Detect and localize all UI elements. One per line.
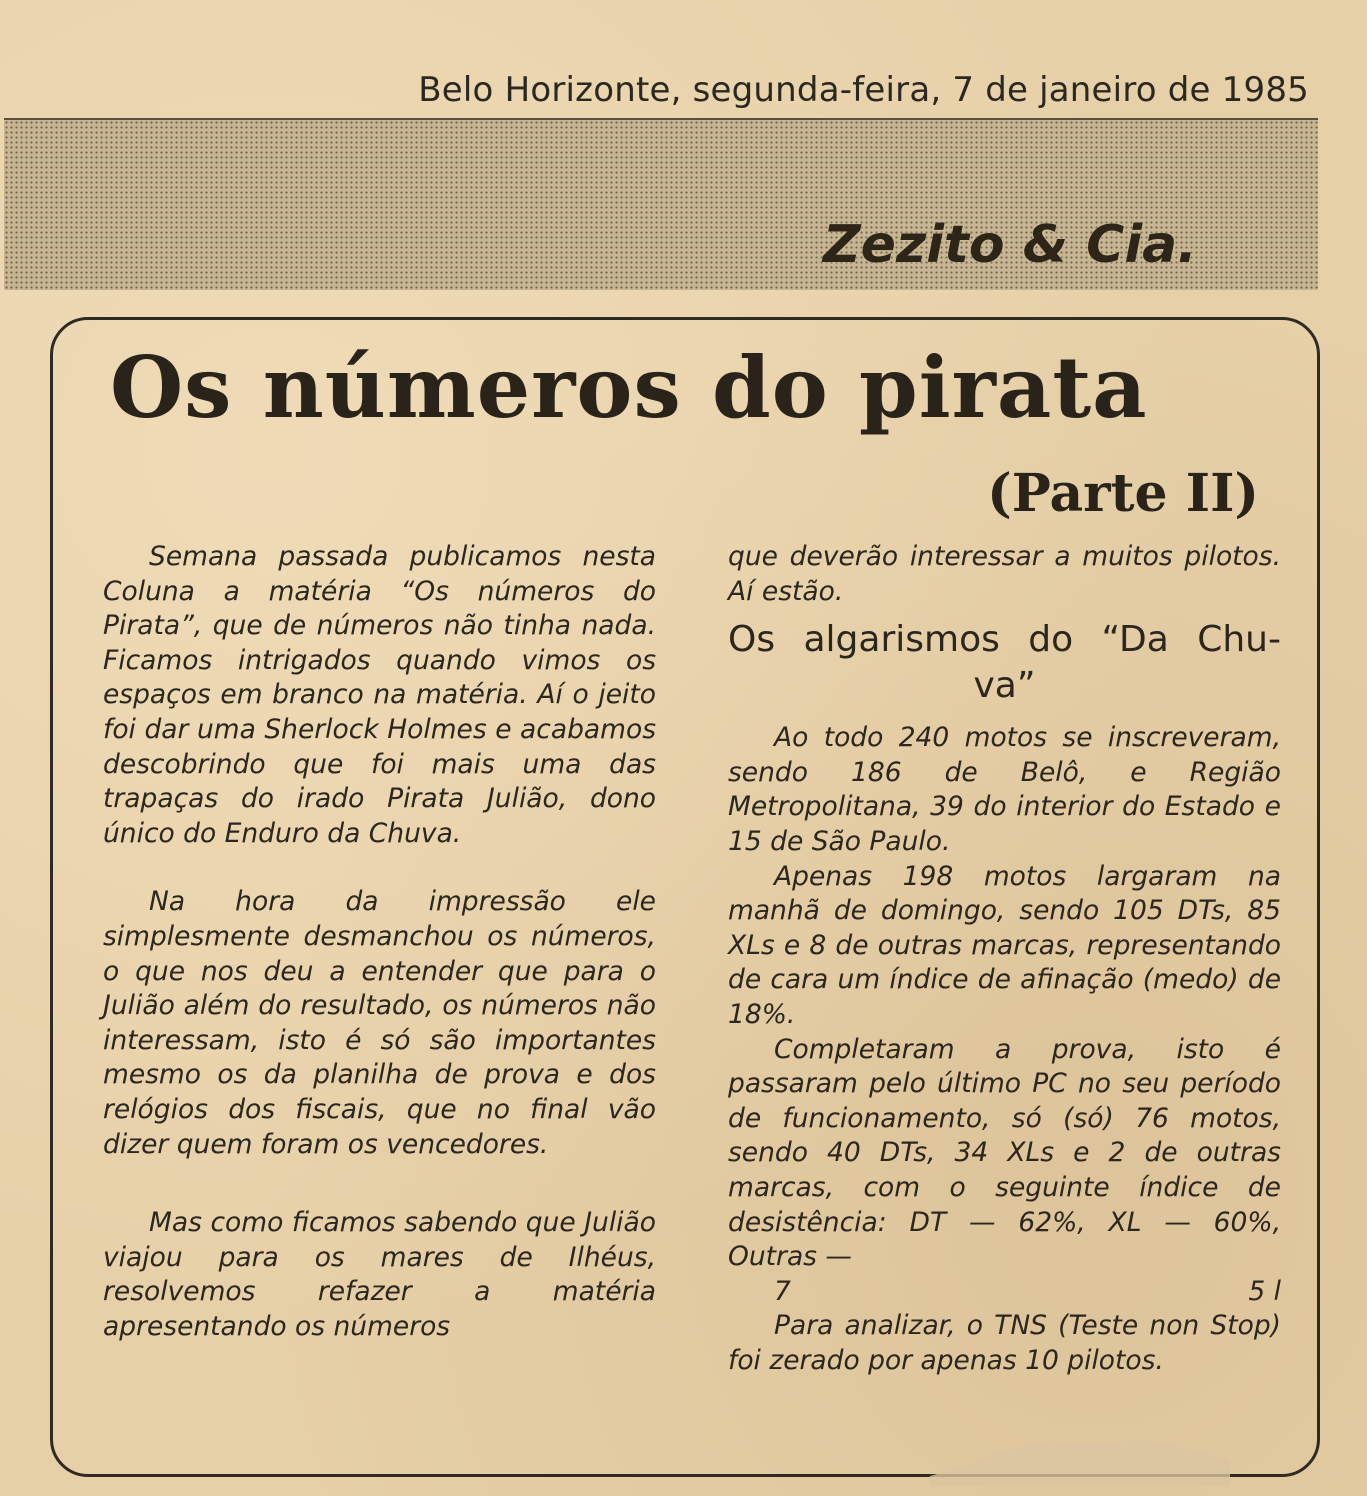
paragraph: Semana passada publicamos nesta Coluna a matéria “Os números do Pirata”, que de números não tinha nada. Ficamos intrigados quando vimos os espaços em branco na matéria. Aí o jeito foi dar uma Sherlock Holmes e acabamos descobrindo que foi mais uma das trapaças do irado Pirata Julião, dono único do Enduro da Chuva.: [103, 541, 656, 849]
article-subtitle: (Parte II): [987, 463, 1259, 524]
dateline: Belo Horizonte, segunda-feira, 7 de janeiro de 1985: [418, 70, 1309, 110]
paragraph: Apenas 198 motos largaram na manhã de domingo, sendo 105 DTs, 85 XLs e 8 de outras marcas, representando de cara um índice de afinação (medo) de 18%.: [728, 860, 1281, 1030]
section-title: [728, 617, 1281, 709]
right-column: [728, 540, 1281, 1378]
stray-digits-line: [728, 1275, 1281, 1310]
paragraph: Ao todo 240 motos se inscreveram, sendo 186 de Belô, e Região Metropolitana, 39 do interior do Estado e 15 de São Paulo.: [728, 722, 1281, 857]
paragraph: Para analizar, o TNS (Teste non Stop) foi zerado por apenas 10 pilotos.: [728, 1310, 1281, 1376]
stray-digit: 5 l: [1248, 1275, 1281, 1307]
paragraph: Completaram a prova, isto é passaram pelo último PC no seu período de funcionamento, só (só) 76 motos, sendo 40 DTs, 34 XLs e 2 de outras marcas, com o seguinte índice de desistência: DT — 62%, XL — 60%, Outras —: [728, 1033, 1281, 1273]
section-title-line: Os algarismos do “Da Chu-: [728, 619, 1281, 661]
paragraph: Mas como ficamos sabendo que Julião viajou para os mares de Ilhéus, resolvemos refazer a matéria apresentando os números: [103, 1207, 656, 1342]
paragraph-continuation: que deverão interessar a muitos pilotos. Aí estão.: [728, 541, 1281, 607]
paragraph: Na hora da impressão ele simplesmente desmanchou os números, o que nos deu a entender que para o Julião além do resultado, os números não interessam, isto é só são importantes mesmo os da planilha de prova e dos relógios dos fiscais, que no final vão dizer quem foram os vencedores.: [103, 886, 656, 1160]
left-column: [103, 540, 656, 1344]
section-title-line: va”: [973, 665, 1036, 707]
article-title: Os números do pirata: [110, 338, 1148, 437]
column-name: Zezito & Cia.: [822, 215, 1197, 275]
stray-digit: 7: [774, 1275, 791, 1307]
